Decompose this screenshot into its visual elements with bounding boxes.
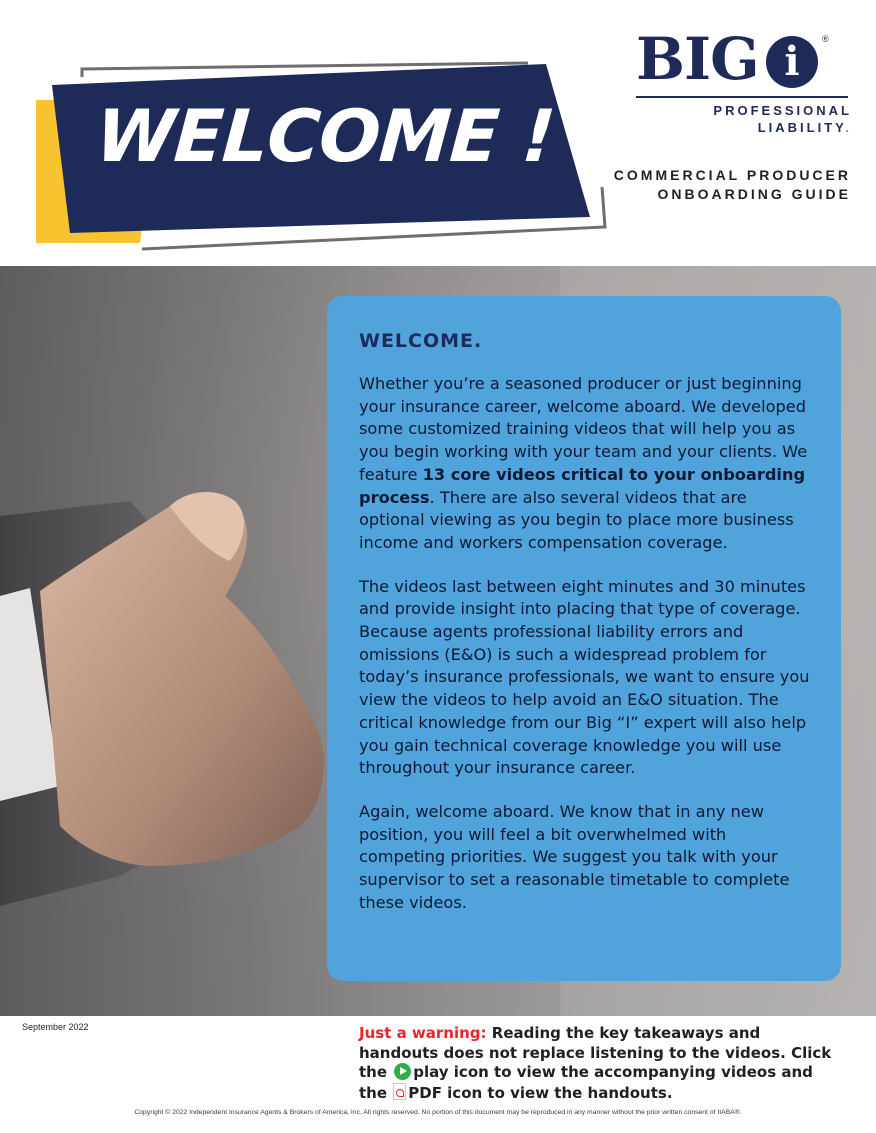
welcome-content-box [327, 296, 841, 981]
warning-text-2: play icon to view the accompanying videos and the [359, 1063, 813, 1102]
copyright-notice: Copyright © 2022 Independent Insurance Agents & Brokers of America, Inc. All rights reserved. No portion of this document may be reproduced in any manner without the prior written consent of IIABA®. [134, 1109, 742, 1116]
guide-title-line1: COMMERCIAL PRODUCER [613, 167, 851, 183]
logo-liability [758, 120, 852, 135]
paragraph-1-text-b: . There are also several videos that are optional viewing as you begin to place more business income and workers compensation coverage. [359, 487, 794, 552]
welcome-title: WELCOME ! [93, 94, 558, 178]
warning-text-3: PDF icon to view the handouts. [408, 1083, 673, 1102]
paragraph-1-bold: 13 core videos critical to your onboarding process [359, 464, 806, 507]
warning-note [359, 1024, 839, 1103]
warning-text-1: Reading the key takeaways and handouts does not replace listening to the videos. Click the [359, 1024, 832, 1081]
logo-wordmark: BIG [636, 25, 759, 93]
guide-title [614, 166, 851, 204]
logo-rule [636, 96, 848, 98]
paragraph-2: The videos last between eight minutes and 30 minutes and provide insight into placing that type of coverage. Because agents professional liability errors and omissions (E&O) is such a widespread problem for today’s insurance professionals, we want to ensure you view the videos to help avoid an E&O situation. The critical knowledge from our Big “I” expert will also help you gain technical coverage knowledge you will use throughout your insurance career. [359, 576, 810, 778]
warning-label: Just a warning: [359, 1024, 487, 1042]
paragraph-1-text-a: Whether you’re a seasoned producer or just beginning your insurance career, welcome aboard. We developed some customized training videos that will help you as you begin working with your team and your clients. We feature [359, 374, 808, 484]
paragraph-1 [359, 373, 813, 555]
hero-photo-section [0, 266, 876, 1016]
play-icon[interactable] [394, 1063, 411, 1080]
logo-liability-dot: . [845, 120, 852, 135]
logo-liability-text: LIABILITY [757, 120, 846, 135]
guide-title-line2: ONBOARDING GUIDE [657, 186, 851, 202]
pdf-icon[interactable] [393, 1083, 406, 1100]
logo-professional: PROFESSIONAL [713, 103, 852, 118]
publish-date: September 2022 [22, 1022, 89, 1032]
content-heading: WELCOME. [359, 330, 483, 352]
logo-i-circle: i [766, 36, 818, 88]
logo-registered-mark: ® [822, 34, 829, 44]
big-i-logo [630, 25, 855, 140]
page-header [0, 0, 876, 266]
paragraph-3: Again, welcome aboard. We know that in any new position, you will feel a bit overwhelmed with competing priorities. We suggest you talk with your supervisor to set a reasonable timetable to complete these videos. [359, 801, 790, 912]
